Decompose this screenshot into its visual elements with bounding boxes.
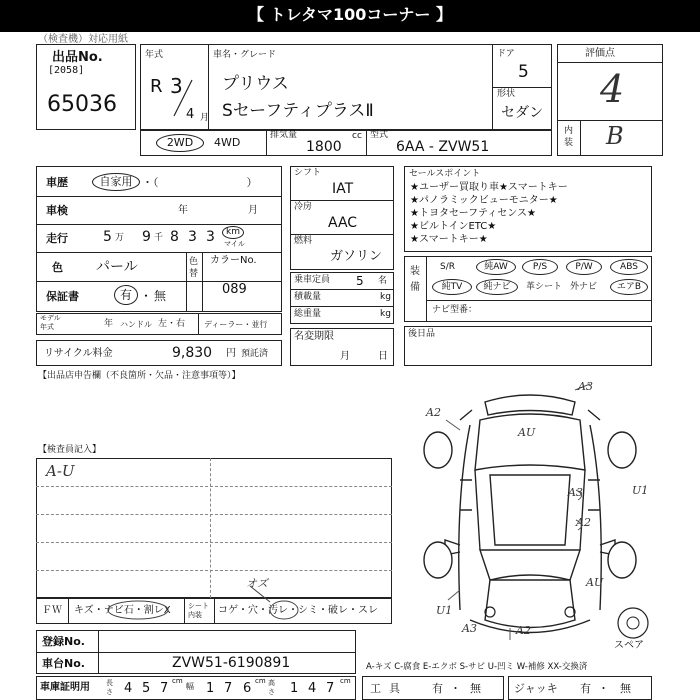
capacity-value: 5	[356, 274, 364, 288]
type-value: 6AA - ZVW51	[396, 139, 490, 155]
capacity-label: 乗車定員	[294, 275, 331, 285]
model-year-label2: 年式	[40, 323, 54, 331]
selling-point-1: ★ユーザー買取り車★スマートキー	[410, 182, 568, 193]
certificate-w3: 6	[243, 681, 252, 696]
chassis-label: 車台No.	[42, 657, 85, 670]
diagram-mark-5: U1	[632, 484, 649, 497]
certificate-w2: 7	[224, 681, 233, 696]
tools-yes: 有	[432, 682, 443, 695]
inspection-year: 年	[178, 205, 188, 216]
history-label: 車歴	[46, 176, 68, 189]
spare-label: スペア	[614, 640, 644, 651]
warranty-yes: 有	[114, 285, 138, 305]
equipment-navi: 純ナビ	[476, 279, 518, 295]
tools-no: 無	[470, 682, 481, 695]
chassis-value: ZVW51-6190891	[172, 655, 291, 671]
certificate-l1: 4	[124, 681, 133, 696]
body-value: セダン	[501, 105, 544, 121]
diagram-mark-2: A2	[426, 406, 441, 419]
interior-check-fw: ＦＷ	[42, 605, 62, 616]
history-rest: ・（ ）	[142, 176, 258, 189]
jack-no: 無	[620, 682, 631, 695]
grade-interior: B	[606, 122, 624, 150]
year-era: R	[150, 76, 163, 97]
equipment-pw: P/W	[566, 259, 602, 275]
gross-label: 総重量	[294, 309, 322, 319]
color-label: 色	[52, 261, 63, 274]
diagram-mark-8: AU	[586, 576, 604, 589]
mileage-label: 走行	[46, 232, 68, 245]
fuel-value: ガソリン	[330, 249, 383, 264]
load-unit: kg	[380, 292, 391, 302]
displacement-value: 1800	[306, 139, 342, 155]
year-month-unit: 月	[200, 113, 210, 123]
displacement-unit: cc	[352, 131, 362, 141]
jack-yes: 有	[580, 682, 591, 695]
lot-number: 65036	[47, 92, 117, 117]
shift-value: IAT	[332, 181, 354, 197]
year-value: 3	[170, 74, 183, 98]
drive-2wd-option: 2WD	[156, 134, 204, 152]
diagram-mark-4: A3	[568, 486, 583, 499]
gross-unit: kg	[380, 309, 391, 319]
color-change-label: 色替	[189, 257, 199, 279]
certificate-hei: 高さ	[268, 679, 275, 696]
jack-sep: ・	[598, 682, 609, 695]
car-damage-diagram	[400, 380, 660, 650]
type-label: 型式	[370, 130, 389, 140]
grade-label: 評価点	[585, 48, 615, 59]
top-note: （検査機）対応用紙	[38, 34, 128, 45]
equipment-navi-label: ナビ型番：	[432, 305, 478, 315]
equipment-label: 装備	[410, 266, 420, 293]
equipment-tv: 純TV	[432, 279, 472, 295]
header-title: 【 トレタマ100コーナー 】	[248, 5, 452, 24]
lot-label: 出品No.	[52, 50, 103, 65]
equipment-airbag: エアB	[610, 279, 648, 295]
certificate-cm-2: cm	[255, 677, 266, 685]
certificate-wid: 幅	[186, 682, 194, 691]
deadline-month: 月	[340, 351, 350, 362]
certificate-h1: 1	[290, 681, 299, 696]
recycle-unit: 円	[226, 348, 236, 359]
grade-interior-label: 内装	[564, 126, 574, 148]
jack-label: ジャッキ	[514, 682, 558, 695]
model-year-handle: ハンドル	[120, 320, 152, 329]
mileage-d3: 8	[170, 229, 179, 245]
certificate-cm-3: cm	[340, 677, 351, 685]
diagram-mark-1: A3	[578, 380, 593, 393]
mileage-unit-mile: マイル	[224, 240, 245, 248]
seller-notes-label: 【出品店申告欄（不良箇所・欠品・注意事項等）】	[38, 371, 241, 381]
certificate-l3: 7	[160, 681, 169, 696]
body-label: 形状	[497, 89, 516, 99]
mileage-d2: 9	[142, 229, 151, 245]
diagram-mark-6: A2	[576, 516, 591, 529]
mileage-u2: 千	[154, 233, 164, 243]
certificate-label: 車庫証明用	[40, 682, 90, 693]
certificate-len: 長さ	[106, 679, 113, 696]
history-value: 自家用	[92, 173, 140, 191]
model-grade: SセーフティプラスⅡ	[222, 101, 374, 121]
import-date-label: 後日品	[408, 329, 436, 339]
diagram-mark-10: A2	[516, 624, 531, 637]
model-name: プリウス	[222, 74, 289, 94]
model-year-label1: モデル	[40, 314, 61, 322]
diagram-mark-3: AU	[518, 426, 536, 439]
color-code: 089	[222, 282, 247, 297]
tools-sep: ・	[450, 682, 461, 695]
recycle-note: 預託済	[241, 349, 269, 359]
inspection-month: 月	[248, 205, 258, 216]
displacement-label: 排気量	[270, 130, 298, 140]
interior-check-note: オズ	[246, 577, 268, 590]
inspector-label: 【検査員記入】	[38, 445, 102, 455]
mileage-d1: 5	[103, 229, 112, 245]
equipment-ps: P/S	[522, 259, 558, 275]
year-label: 年式	[145, 50, 164, 60]
deadline-day: 日	[378, 351, 388, 362]
diagram-mark-9: A3	[462, 622, 477, 635]
equipment-aw: 純AW	[476, 259, 516, 275]
year-month: 4	[186, 107, 195, 122]
equipment-sr: S/R	[440, 262, 455, 272]
warranty-label: 保証書	[46, 290, 79, 303]
mileage-d4: 3	[188, 229, 197, 245]
drive-4wd-option: 4WD	[214, 136, 241, 149]
warranty-no: 無	[154, 289, 167, 303]
color-code-label: カラーNo.	[210, 255, 257, 266]
selling-point-2: ★パノラミックビューモニター★	[410, 195, 558, 206]
inspection-label: 車検	[46, 204, 68, 217]
inspector-box	[36, 458, 392, 598]
inspector-note: A-U	[46, 462, 75, 480]
selling-point-4: ★ビルトインETC★	[410, 221, 497, 232]
recycle-value: 9,830	[172, 345, 213, 361]
model-label: 車名・グレード	[213, 50, 277, 60]
selling-point-3: ★トヨタセーフティセンス★	[410, 208, 536, 219]
capacity-unit: 名	[378, 276, 388, 286]
interior-check-items2: コゲ・穴・汚レ・シミ・破レ・スレ	[218, 605, 378, 616]
doors-value: 5	[518, 62, 529, 82]
model-year-lr: 左・右	[158, 319, 186, 329]
color-value: パール	[96, 259, 138, 275]
ac-label: 冷房	[294, 202, 313, 212]
shift-label: シフト	[294, 168, 322, 178]
load-label: 積載量	[294, 292, 322, 302]
registration-label: 登録No.	[42, 635, 85, 648]
certificate-l2: 5	[142, 681, 151, 696]
mileage-u1: 万	[115, 233, 125, 243]
mileage-unit-km: km	[222, 226, 244, 239]
doors-label: ドア	[497, 49, 515, 59]
selling-points-label: セールスポイント	[409, 169, 481, 179]
diagram-mark-7: U1	[436, 604, 453, 617]
tools-label: 工具	[370, 682, 408, 695]
model-year-dealer: ディーラー・並行	[204, 320, 268, 329]
warranty-sep: ・	[140, 289, 153, 303]
ac-value: AAC	[328, 215, 358, 231]
mileage-d5: 3	[206, 229, 215, 245]
interior-check-seat: シート内装	[188, 602, 209, 619]
model-year-year: 年	[104, 319, 114, 329]
certificate-h2: 4	[308, 681, 317, 696]
selling-point-5: ★スマートキー★	[410, 234, 488, 245]
deadline-label: 名変期限	[294, 331, 334, 342]
equipment-abs: ABS	[610, 259, 648, 275]
interior-check-items: キズ・ナビ石・割レX	[74, 605, 171, 616]
lot-number-small: [2058]	[48, 65, 85, 76]
recycle-label: リサイクル料金	[44, 348, 113, 359]
grade-score: 4	[600, 67, 625, 111]
damage-legend: A-キズ C-腐食 E-エクボ S-サビ U-凹ミ W-補修 XX-交換済	[366, 662, 588, 672]
certificate-cm-1: cm	[172, 677, 183, 685]
fuel-label: 燃料	[294, 236, 313, 246]
equipment-ext-navi: 外ナビ	[570, 282, 598, 292]
certificate-w1: 1	[206, 681, 215, 696]
certificate-h3: 7	[326, 681, 335, 696]
import-date-box	[404, 326, 652, 366]
equipment-leather: 革シート	[526, 282, 563, 292]
